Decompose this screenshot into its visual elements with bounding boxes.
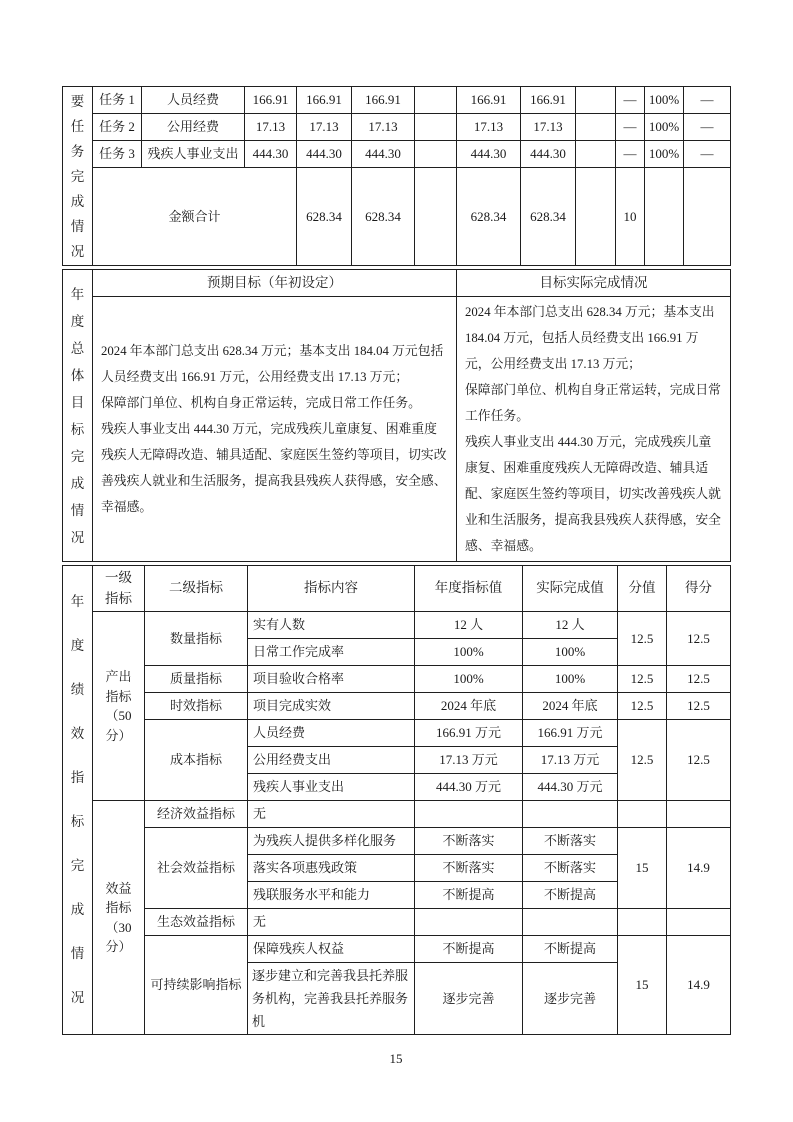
annual-value-cell: 17.13 万元: [415, 747, 523, 774]
actual-goal-paragraph: 保障部门单位、机构自身正常运转，完成日常工作任务。: [465, 383, 721, 423]
actual-goal-text: [457, 297, 731, 562]
level2-indicator-cell: 社会效益指标: [145, 828, 248, 909]
col-header-score: 分值: [618, 566, 667, 612]
points-value-cell: 12.5: [667, 612, 731, 666]
score-value-cell: [618, 801, 667, 828]
indicator-row: [63, 612, 731, 639]
level2-indicator-cell: 生态效益指标: [145, 909, 248, 936]
task-name-cell: 人员经费: [142, 87, 245, 114]
indicator-content-cell: 无: [248, 801, 415, 828]
total-value-cell: 628.34: [457, 168, 521, 266]
task-value-cell: 444.30: [297, 141, 352, 168]
expected-goal-header: 预期目标（年初设定）: [93, 270, 457, 297]
level2-indicator-cell: 数量指标: [145, 612, 248, 666]
indicator-content-cell: 残疾人事业支出: [248, 774, 415, 801]
indicator-row: [63, 801, 731, 828]
major-tasks-table: [62, 86, 731, 266]
level1-group-cell: 产出指标（50分）: [93, 612, 145, 801]
task-no-cell: 任务 2: [93, 114, 142, 141]
score-value-cell: 12.5: [618, 612, 667, 666]
annual-value-cell: 100%: [415, 666, 523, 693]
page-number: 15: [389, 1051, 403, 1066]
task-no-cell: 任务 1: [93, 87, 142, 114]
points-value-cell: 14.9: [667, 936, 731, 1035]
indicator-content-cell: 项目验收合格率: [248, 666, 415, 693]
actual-value-cell: 逐步完善: [523, 963, 618, 1035]
indicator-content-cell: 实有人数: [248, 612, 415, 639]
actual-value-cell: 不断落实: [523, 855, 618, 882]
points-value-cell: [667, 909, 731, 936]
task-value-cell: 17.13: [457, 114, 521, 141]
task-value-cell: 17.13: [521, 114, 576, 141]
indicator-content-cell: 逐步建立和完善我县托养服务机构，完善我县托养服务机: [248, 963, 415, 1035]
completion-rate-cell: 100%: [645, 141, 684, 168]
goal-header-row: [63, 270, 731, 297]
report-tables: [62, 86, 730, 1067]
actual-value-cell: [523, 909, 618, 936]
dash-cell: —: [684, 141, 731, 168]
score-value-cell: 12.5: [618, 693, 667, 720]
indicator-row: [63, 666, 731, 693]
empty-cell: [576, 168, 616, 266]
level2-indicator-cell: 质量指标: [145, 666, 248, 693]
annual-value-cell: 不断落实: [415, 855, 523, 882]
dash-cell: —: [616, 141, 645, 168]
points-value-cell: 12.5: [667, 666, 731, 693]
task-row: [63, 141, 731, 168]
points-value-cell: 12.5: [667, 693, 731, 720]
actual-value-cell: 2024 年底: [523, 693, 618, 720]
indicator-row: [63, 828, 731, 855]
level2-indicator-cell: 可持续影响指标: [145, 936, 248, 1035]
dash-cell: —: [684, 114, 731, 141]
points-value-cell: 14.9: [667, 828, 731, 909]
expected-goal-text: [93, 297, 457, 562]
indicator-content-cell: 落实各项惠残政策: [248, 855, 415, 882]
total-score-cell: 10: [616, 168, 645, 266]
indicator-side-label-cell: [63, 566, 93, 1035]
task-value-cell: 166.91: [297, 87, 352, 114]
indicator-content-cell: 日常工作完成率: [248, 639, 415, 666]
indicator-content-cell: 保障残疾人权益: [248, 936, 415, 963]
indicator-content-cell: 人员经费: [248, 720, 415, 747]
task-name-cell: 公用经费: [142, 114, 245, 141]
level2-indicator-cell: 成本指标: [145, 720, 248, 801]
actual-goal-header: 目标实际完成情况: [457, 270, 731, 297]
score-value-cell: [618, 909, 667, 936]
actual-value-cell: 不断提高: [523, 882, 618, 909]
annual-value-cell: [415, 801, 523, 828]
dash-cell: —: [616, 87, 645, 114]
tasks-side-label: 要任务完成情况: [70, 93, 85, 259]
empty-cell: [415, 168, 457, 266]
score-value-cell: 15: [618, 936, 667, 1035]
annual-value-cell: 逐步完善: [415, 963, 523, 1035]
level2-indicator-cell: 时效指标: [145, 693, 248, 720]
actual-goal-paragraph: 2024 年本部门总支出 628.34 万元；基本支出 184.04 万元，包括人员经费支出 166.91 万元，公用经费支出 17.13 万元；: [465, 305, 715, 371]
indicator-side-label: 年度绩效指标完成情况: [70, 594, 85, 1005]
annual-value-cell: 12 人: [415, 612, 523, 639]
dash-cell: —: [684, 87, 731, 114]
score-value-cell: 15: [618, 828, 667, 909]
actual-value-cell: 444.30 万元: [523, 774, 618, 801]
total-label-cell: 金额合计: [93, 168, 297, 266]
annual-value-cell: 不断提高: [415, 936, 523, 963]
task-value-cell: 17.13: [297, 114, 352, 141]
empty-cell: [684, 168, 731, 266]
task-value-cell: 444.30: [245, 141, 297, 168]
task-value-cell: 17.13: [352, 114, 415, 141]
indicator-row: [63, 720, 731, 747]
score-value-cell: 12.5: [618, 720, 667, 801]
annual-goal-table: [62, 269, 731, 562]
indicator-content-cell: 项目完成实效: [248, 693, 415, 720]
actual-value-cell: 17.13 万元: [523, 747, 618, 774]
col-header-content: 指标内容: [248, 566, 415, 612]
total-value-cell: 628.34: [521, 168, 576, 266]
empty-cell: [415, 141, 457, 168]
annual-value-cell: 不断落实: [415, 828, 523, 855]
empty-cell: [576, 87, 616, 114]
task-value-cell: 17.13: [245, 114, 297, 141]
annual-value-cell: 2024 年底: [415, 693, 523, 720]
task-no-cell: 任务 3: [93, 141, 142, 168]
indicator-row: [63, 909, 731, 936]
tasks-side-label-cell: [63, 87, 93, 266]
total-row: [63, 168, 731, 266]
col-header-annual: 年度指标值: [415, 566, 523, 612]
indicator-row: [63, 936, 731, 963]
indicator-content-cell: 残联服务水平和能力: [248, 882, 415, 909]
empty-cell: [645, 168, 684, 266]
completion-rate-cell: 100%: [645, 114, 684, 141]
indicator-row: [63, 693, 731, 720]
points-value-cell: 12.5: [667, 720, 731, 801]
total-value-cell: 628.34: [352, 168, 415, 266]
actual-value-cell: 12 人: [523, 612, 618, 639]
dash-cell: —: [616, 114, 645, 141]
task-value-cell: 444.30: [521, 141, 576, 168]
completion-rate-cell: 100%: [645, 87, 684, 114]
empty-cell: [576, 114, 616, 141]
task-value-cell: 166.91: [521, 87, 576, 114]
actual-value-cell: [523, 801, 618, 828]
level1-group-cell: 效益指标（30分）: [93, 801, 145, 1035]
task-value-cell: 166.91: [352, 87, 415, 114]
goal-side-label: 年度总体目标完成情况: [70, 286, 85, 545]
actual-value-cell: 不断提高: [523, 936, 618, 963]
actual-value-cell: 不断落实: [523, 828, 618, 855]
annual-value-cell: 100%: [415, 639, 523, 666]
col-header-level1: 一级指标: [93, 566, 145, 612]
expected-goal-paragraph: 残疾人事业支出 444.30 万元，完成残疾儿童康复、困难重度残疾人无障碍改造、辅具适配、家庭医生签约等项目，切实改善残疾人就业和生活服务，提高我县残疾人获得感，安全感、幸福感。: [101, 422, 447, 514]
task-value-cell: 166.91: [457, 87, 521, 114]
score-value-cell: 12.5: [618, 666, 667, 693]
total-value-cell: 628.34: [297, 168, 352, 266]
indicator-header-row: [63, 566, 731, 612]
empty-cell: [576, 141, 616, 168]
task-value-cell: 166.91: [245, 87, 297, 114]
empty-cell: [415, 114, 457, 141]
goal-body-row: [63, 297, 731, 562]
annual-value-cell: [415, 909, 523, 936]
actual-value-cell: 100%: [523, 666, 618, 693]
task-row: [63, 87, 731, 114]
annual-value-cell: 444.30 万元: [415, 774, 523, 801]
goal-side-label-cell: [63, 270, 93, 562]
task-name-cell: 残疾人事业支出: [142, 141, 245, 168]
indicator-content-cell: 为残疾人提供多样化服务: [248, 828, 415, 855]
annual-value-cell: 166.91 万元: [415, 720, 523, 747]
annual-value-cell: 不断提高: [415, 882, 523, 909]
indicator-content-cell: 公用经费支出: [248, 747, 415, 774]
actual-value-cell: 166.91 万元: [523, 720, 618, 747]
col-header-level2: 二级指标: [145, 566, 248, 612]
col-header-points: 得分: [667, 566, 731, 612]
expected-goal-paragraph: 保障部门单位、机构自身正常运转，完成日常工作任务。: [101, 396, 421, 410]
actual-value-cell: 100%: [523, 639, 618, 666]
expected-goal-paragraph: 2024 年本部门总支出 628.34 万元；基本支出 184.04 万元包括人员经费支出 166.91 万元，公用经费支出 17.13 万元；: [101, 344, 444, 384]
empty-cell: [415, 87, 457, 114]
task-value-cell: 444.30: [457, 141, 521, 168]
performance-indicators-table: [62, 565, 731, 1035]
task-value-cell: 444.30: [352, 141, 415, 168]
col-header-actual: 实际完成值: [523, 566, 618, 612]
indicator-content-cell: 无: [248, 909, 415, 936]
actual-goal-paragraph: 残疾人事业支出 444.30 万元，完成残疾儿童康复、困难重度残疾人无障碍改造、辅具适配、家庭医生签约等项目，切实改善残疾人就业和生活服务，提高我县残疾人获得感，安全感、幸福感。: [465, 435, 721, 553]
points-value-cell: [667, 801, 731, 828]
level2-indicator-cell: 经济效益指标: [145, 801, 248, 828]
task-row: [63, 114, 731, 141]
